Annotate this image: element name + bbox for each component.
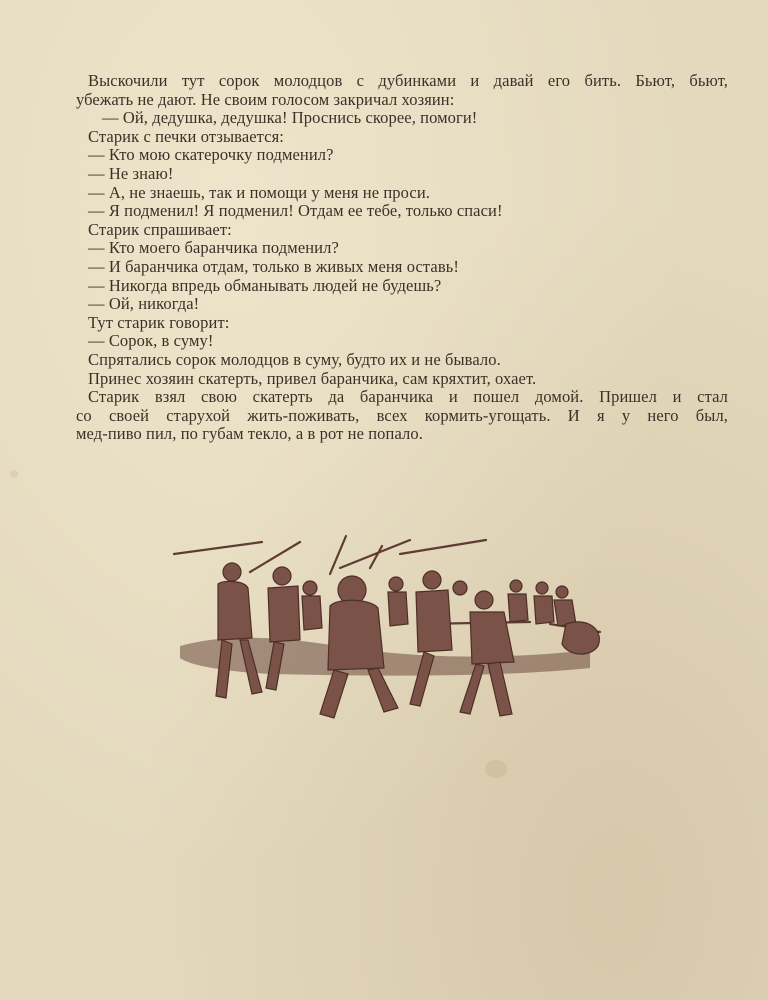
text-line: убежать не дают. Не своим голосом закричал хозяин: <box>76 89 455 109</box>
text-line: со своей старухой жить-поживать, всех кормить-угощать. И я у него был, <box>76 405 728 425</box>
fight-illustration <box>170 528 610 738</box>
text-line: — Не знаю! <box>88 163 174 183</box>
story-text <box>76 71 728 444</box>
text-line: — Ой, никогда! <box>88 294 200 314</box>
text-line: — Я подменил! Я подменил! Отдам ее тебе, только спаси! <box>88 201 503 221</box>
text-line: Старик с печки отзывается: <box>88 126 284 146</box>
text-line: Спрятались сорок молодцов в суму, будто их и не бывало. <box>88 349 501 369</box>
text-line: — Сорок, в суму! <box>88 331 214 351</box>
text-line: Старик взял свою скатерть да баранчика и пошел домой. Пришел и стал <box>88 387 728 407</box>
text-line: — Кто мою скатерочку подменил? <box>88 145 334 165</box>
text-line: — Никогда впредь обманывать людей не будешь? <box>88 275 442 295</box>
text-line: — И баранчика отдам, только в живых меня оставь! <box>88 256 459 276</box>
text-line: — А, не знаешь, так и помощи у меня не проси. <box>88 182 430 202</box>
text-line: — Ой, дедушка, дедушка! Проснись скорее, помоги! <box>102 108 478 128</box>
text-line: Тут старик говорит: <box>88 312 230 332</box>
text-line: Старик спрашивает: <box>88 219 232 239</box>
text-line: Принес хозяин скатерть, привел баранчика, сам кряхтит, охает. <box>88 368 537 388</box>
paper-stain <box>485 760 507 778</box>
text-line: Выскочили тут сорок молодцов с дубинками и давай его бить. Бьют, бьют, <box>88 71 728 90</box>
paper-stain <box>10 470 18 478</box>
illustration-drawing <box>170 528 610 738</box>
text-line: мед-пиво пил, по губам текло, а в рот не попало. <box>76 424 423 444</box>
text-line: — Кто моего баранчика подменил? <box>88 238 339 258</box>
